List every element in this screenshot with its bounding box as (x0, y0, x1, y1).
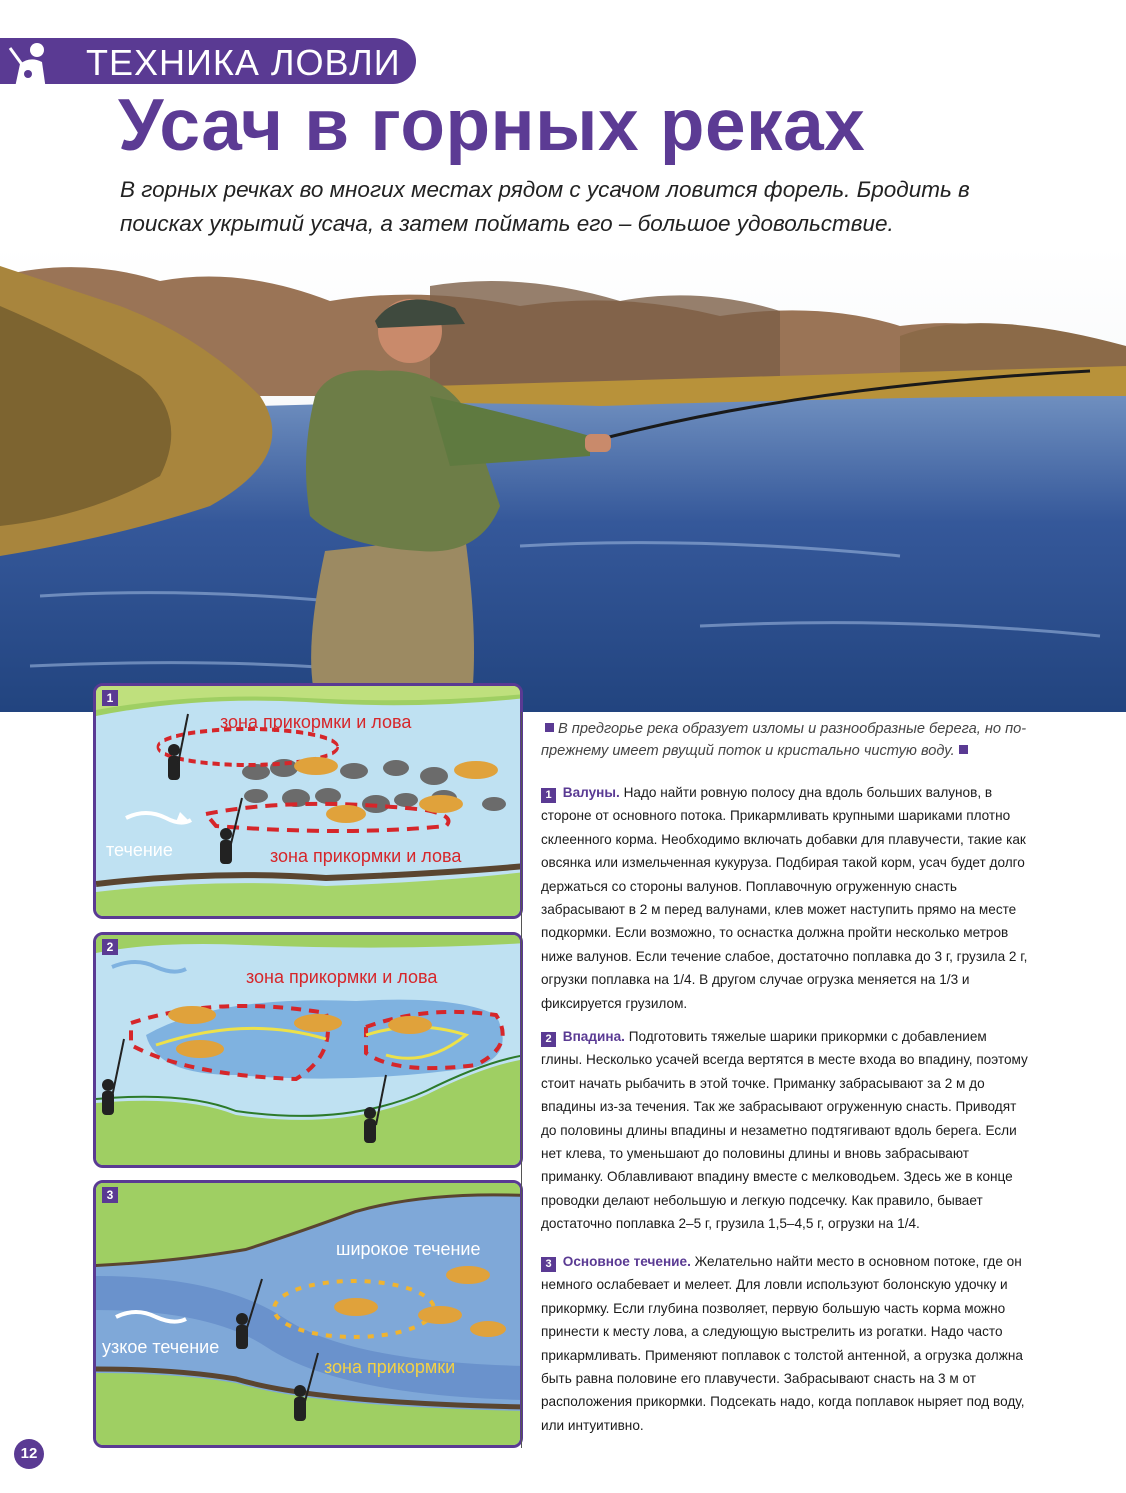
intro-body: В предгорье река образует изломы и разнообразные берега, но по-прежнему имеет рвущий поток и кристально чистую воду. (541, 721, 1027, 759)
current-label: течение (106, 840, 173, 860)
column-divider (521, 712, 522, 1448)
section-label: ТЕХНИКА ЛОВЛИ (86, 42, 401, 83)
zone-label: зона прикормки (324, 1357, 456, 1377)
section-boulders (541, 781, 1031, 1015)
narrow-current-label: узкое течение (102, 1337, 220, 1357)
section-body: Подготовить тяжелые шарики прикормки с добавлением глины. Несколько усачей всегда вертятся в месте входа во впадину, поэтому стоит начать рыбачить в этой точке. Приманку забрасывают за 2 м до впадины из-за течения. Так же забрасывают огруженную снасть. Приводят до половины длины впадины и незаметно подтягивают вдоль берега. Если нет клева, то уменьшают до половины длины и вновь забрасывают приманку. Облавливают впадину вместе с мелководьем. Здесь же в конце проводки делают небольшую и легкую подсечку. Как правило, бывает достаточно поплавка 2–5 г, грузила 1,5–4,5 г, огрузки на 1/4. (541, 1029, 1028, 1232)
bullet-square-icon (545, 723, 554, 732)
angler-photo (0, 246, 1126, 712)
boulder (394, 793, 418, 807)
diagram-boulders (93, 683, 523, 919)
diagram-main-current (93, 1180, 523, 1448)
boulder (340, 763, 368, 779)
wide-current-label: широкое течение (336, 1239, 481, 1259)
section-number: 3 (541, 1257, 556, 1272)
boulder (270, 759, 298, 777)
diagram-number: 1 (102, 690, 118, 706)
diagram-number: 3 (102, 1187, 118, 1203)
boulder (383, 760, 409, 776)
diagram-hollow (93, 932, 523, 1168)
section-body: Желательно найти место в основном потоке, где он немного ослабевает и мелеет. Для ловли используют болонскую удочку и прикормку. Если глубина позволяет, первую большую часть корма можно принести к месту лова, а следующую выстрелить из рогатки. Надо часто прикармливать. Применяют поплавок с толстой антенной, а огрузка должна быть равна половине его плавучести. Забрасывают снасть на 3 м от расположения прикормки. Подсекать надо, когда поплавок ныряет под воду, или интуитивно. (541, 1254, 1025, 1433)
boulder (420, 767, 448, 785)
angler-figure (364, 1107, 376, 1143)
zone-label: зона прикормки и лова (220, 712, 412, 732)
page-number: 12 (14, 1439, 44, 1469)
zone-label: зона прикормки и лова (270, 846, 462, 866)
section-heading: Основное течение. (562, 1254, 691, 1269)
angler-icon (6, 40, 54, 94)
boulder (315, 788, 341, 804)
section-number: 1 (541, 788, 556, 803)
page-title: Усач в горных реках (118, 85, 866, 166)
boulder (244, 789, 268, 803)
boulder (482, 797, 506, 811)
lede: В горных речках во многих местах рядом с усачом ловится форель. Бродить в поисках укрытий усача, а затем поймать его – большое удовольствие. (120, 177, 970, 236)
bullet-square-icon (959, 745, 968, 754)
section-number: 2 (541, 1032, 556, 1047)
section-body: Надо найти ровную полосу дна вдоль больших валунов, в стороне от основного потока. Прикармливать крупными шариками плотно склеенного корма. Необходимо включать добавки для плавучести, такие как овсянка или измельченная кукуруза. Подбирая такой корм, усач будет долго держаться со стороны валунов. Поплавочную огруженную снасть забрасывают в 2 м перед валунами, клев может наступить прямо на месте подкормки. Если возможно, то оснастка должна пройти несколько метров ниже валунов. Если течение слабое, достаточно поплавка до 3 г, грузила 2 г, огрузки поплавка на 1/4. В другом случае огрузка меняется на 1/3 и фиксируется грузилом. (541, 785, 1028, 1011)
diagram-number: 2 (102, 939, 118, 955)
section-heading: Валуны. (562, 785, 620, 800)
section-main-current (541, 1250, 1031, 1437)
section-hollow (541, 1025, 1031, 1236)
zone-label: зона прикормки и лова (246, 967, 438, 987)
section-heading: Впадина. (562, 1029, 625, 1044)
intro-text (541, 718, 1031, 762)
